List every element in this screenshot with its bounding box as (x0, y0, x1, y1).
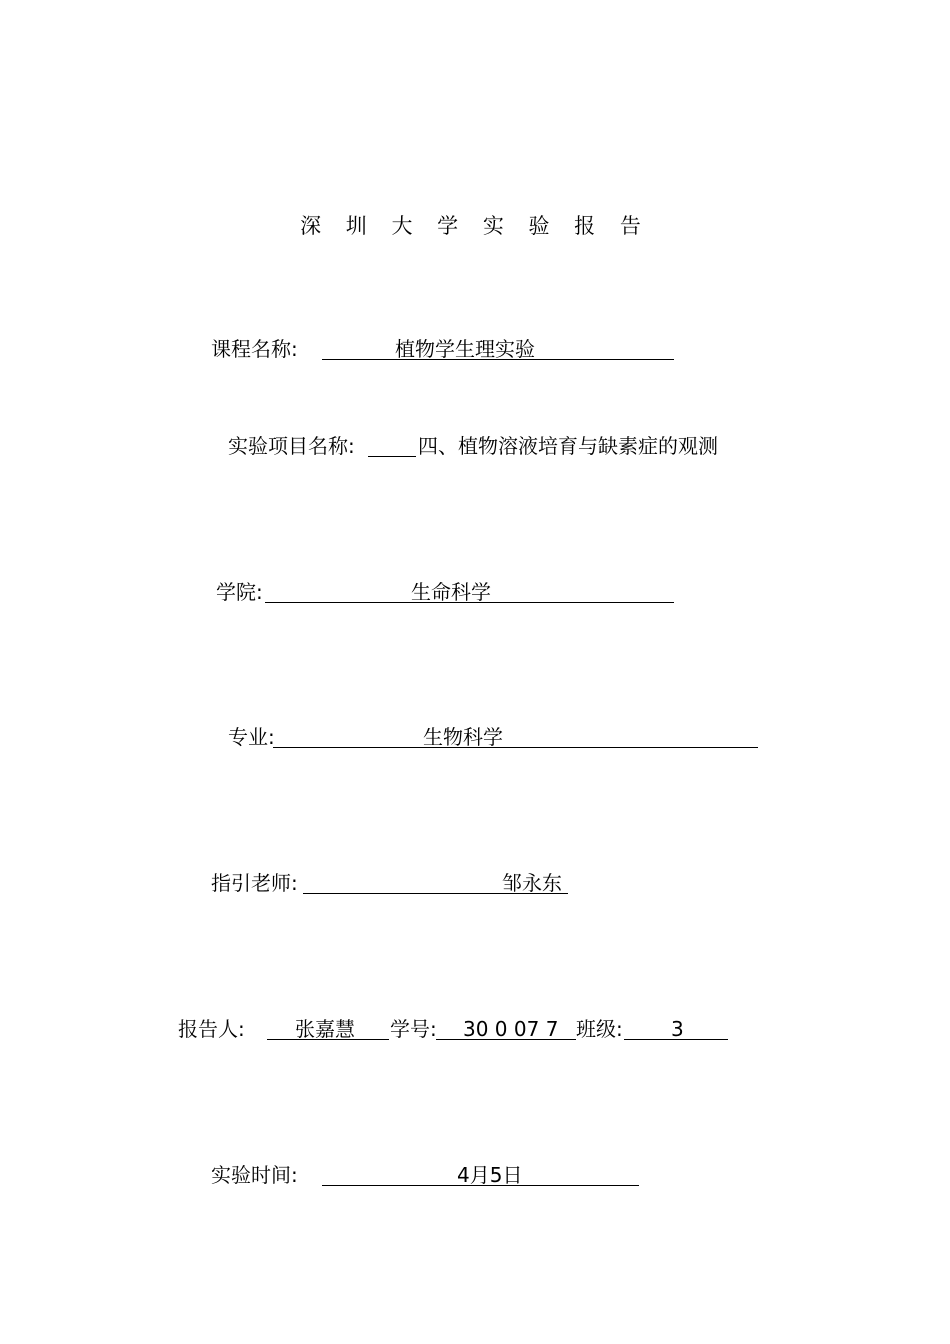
course-value: 植物学生理实验 (395, 337, 535, 361)
instructor-value: 邹永东 (502, 871, 562, 895)
major-row (0, 722, 950, 752)
project-label: 实验项目名称: (228, 434, 355, 458)
student-id-underline (436, 1039, 576, 1040)
class-label: 班级: (576, 1017, 623, 1041)
reporter-name: 张嘉慧 (295, 1017, 355, 1041)
date-underline (322, 1185, 639, 1186)
reporter-name-underline (267, 1039, 389, 1040)
project-row (0, 431, 950, 461)
course-underline (322, 359, 674, 360)
major-value: 生物科学 (423, 725, 503, 749)
class-underline (624, 1039, 728, 1040)
reporter-label: 报告人: (178, 1017, 245, 1041)
class-value: 3 (671, 1017, 684, 1041)
instructor-label: 指引老师: (211, 871, 298, 895)
major-underline (273, 747, 758, 748)
date-value: 4月5日 (457, 1163, 523, 1187)
date-label: 实验时间: (211, 1163, 298, 1187)
instructor-underline (303, 893, 568, 894)
major-label: 专业: (228, 725, 275, 749)
report-title: 深 圳 大 学 实 验 报 告 (300, 214, 650, 238)
course-label: 课程名称: (211, 337, 298, 361)
student-id-label: 学号: (390, 1017, 437, 1041)
project-value: 四、植物溶液培育与缺素症的观测 (418, 434, 718, 458)
instructor-row (0, 868, 950, 898)
project-underline (368, 456, 416, 457)
reporter-row (0, 1014, 950, 1044)
college-row (0, 577, 950, 607)
college-underline (265, 602, 674, 603)
date-row (0, 1160, 950, 1190)
college-value: 生命科学 (411, 580, 491, 604)
student-id-value: 30 0 07 7 (463, 1017, 559, 1041)
college-label: 学院: (216, 580, 263, 604)
course-row (0, 334, 950, 364)
